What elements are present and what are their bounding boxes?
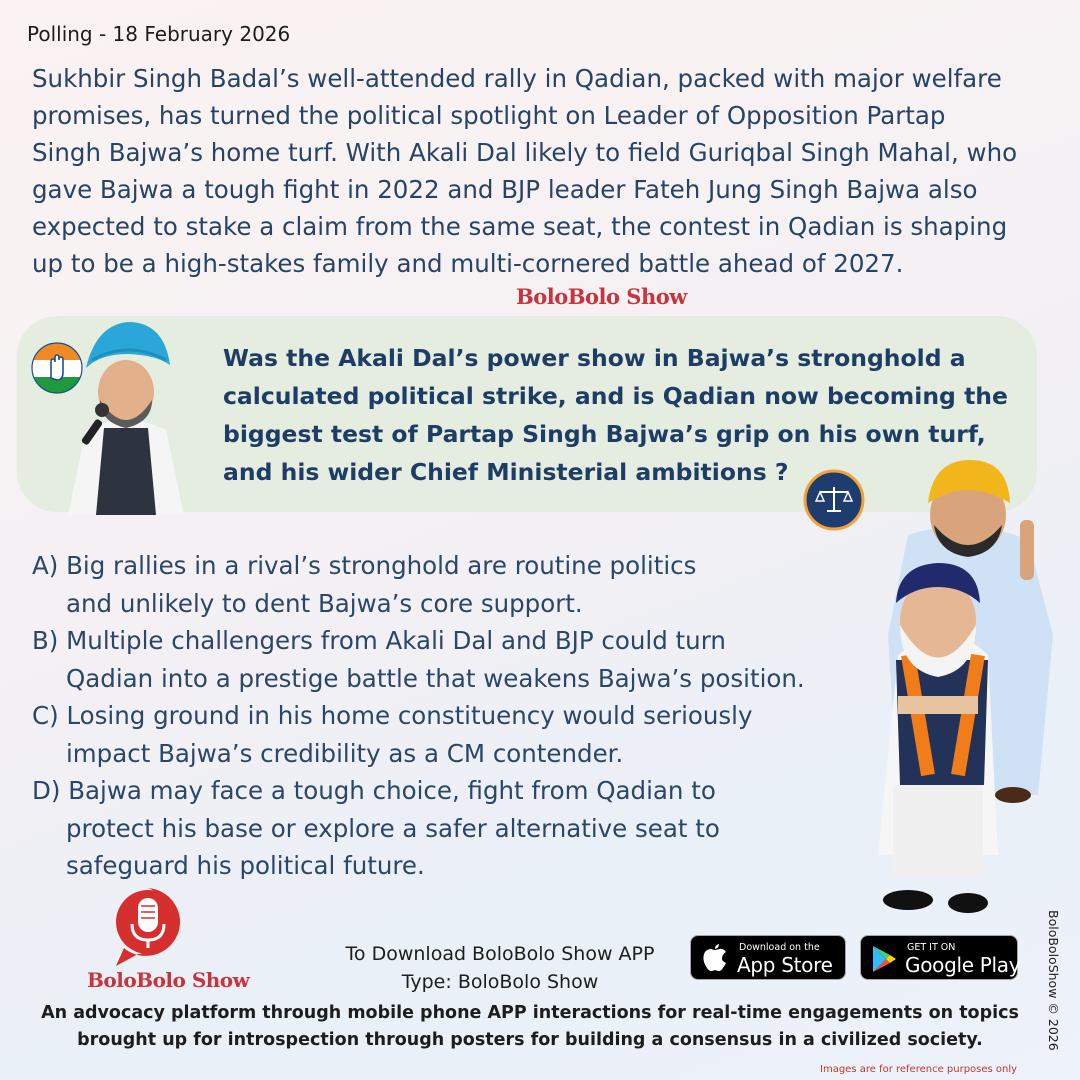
intro-paragraph bbox=[32, 60, 1052, 282]
image-disclaimer: Images are for reference purposes only bbox=[820, 1064, 1018, 1075]
google-play-button[interactable] bbox=[860, 935, 1021, 980]
question-line: biggest test of Partap Singh Bajwa’s grip on his own turf, bbox=[223, 420, 986, 448]
brand-wordmark: BoloBolo Show bbox=[516, 284, 687, 309]
google-play-icon bbox=[871, 945, 897, 977]
caricature-speaker bbox=[56, 310, 196, 515]
option-line: Qadian into a prestige battle that weakens Bajwa’s position. bbox=[66, 663, 805, 693]
tagline-line: brought up for introspection through posters for building a consensus in a civilized society. bbox=[77, 1030, 983, 1050]
intro-line: Sukhbir Singh Badal’s well-attended rally in Qadian, packed with major welfare bbox=[32, 64, 1002, 93]
option-line: impact Bajwa’s credibility as a CM contender. bbox=[66, 738, 624, 768]
apple-icon bbox=[703, 944, 727, 976]
polling-date: Polling - 18 February 2026 bbox=[27, 22, 291, 46]
option-line: A) Big rallies in a rival’s stronghold are routine politics bbox=[32, 551, 697, 580]
app-store-button[interactable] bbox=[690, 935, 846, 980]
option-d[interactable] bbox=[32, 772, 862, 885]
option-line: and unlikely to dent Bajwa’s core support. bbox=[66, 588, 583, 618]
option-line: B) Multiple challengers from Akali Dal and BJP could turn bbox=[32, 626, 726, 655]
question-line: Was the Akali Dal’s power show in Bajwa’s stronghold a bbox=[223, 344, 966, 372]
option-a[interactable] bbox=[32, 547, 862, 622]
poll-options bbox=[32, 547, 862, 885]
option-line: D) Bajwa may face a tough choice, fight from Qadian to bbox=[32, 776, 716, 805]
brand-wordmark-footer: BoloBolo Show bbox=[87, 968, 250, 992]
option-line: protect his base or explore a safer alternative seat to bbox=[66, 813, 720, 843]
appstore-caption: Download on the bbox=[739, 942, 820, 953]
download-line: Type: BoloBolo Show bbox=[401, 971, 599, 993]
googleplay-caption: GET IT ON bbox=[907, 942, 956, 953]
download-line: To Download BoloBolo Show APP bbox=[345, 943, 655, 965]
intro-line: up to be a high-stakes family and multi-cornered battle ahead of 2027. bbox=[32, 249, 904, 278]
microphone-icon bbox=[110, 884, 186, 970]
intro-line: expected to stake a claim from the same seat, the contest in Qadian is shaping bbox=[32, 212, 1008, 241]
option-line: C) Losing ground in his home constituency would seriously bbox=[32, 701, 753, 730]
platform-tagline bbox=[20, 1000, 1040, 1054]
question-line: and his wider Chief Ministerial ambitions ? bbox=[223, 458, 789, 486]
appstore-label: App Store bbox=[737, 953, 833, 977]
option-c[interactable] bbox=[32, 697, 862, 772]
question-line: calculated political strike, and is Qadian now becoming the bbox=[223, 382, 1008, 410]
option-b[interactable] bbox=[32, 622, 862, 697]
googleplay-label: Google Play bbox=[905, 953, 1021, 977]
tagline-line: An advocacy platform through mobile phone APP interactions for real-time engagements on topics bbox=[41, 1003, 1019, 1023]
option-line: safeguard his political future. bbox=[66, 851, 425, 880]
copyright-text: BoloBoloShow © 2026 bbox=[1046, 910, 1061, 1051]
intro-line: gave Bajwa a tough fight in 2022 and BJP leader Fateh Jung Singh Bajwa also bbox=[32, 175, 978, 204]
copyright-notice bbox=[1043, 910, 1065, 1060]
intro-line: promises, has turned the political spotlight on Leader of Opposition Partap bbox=[32, 101, 946, 130]
caricature-duo bbox=[838, 455, 1078, 925]
intro-line: Singh Bajwa’s home turf. With Akali Dal likely to field Guriqbal Singh Mahal, who bbox=[32, 138, 1018, 167]
download-instructions bbox=[320, 940, 680, 996]
